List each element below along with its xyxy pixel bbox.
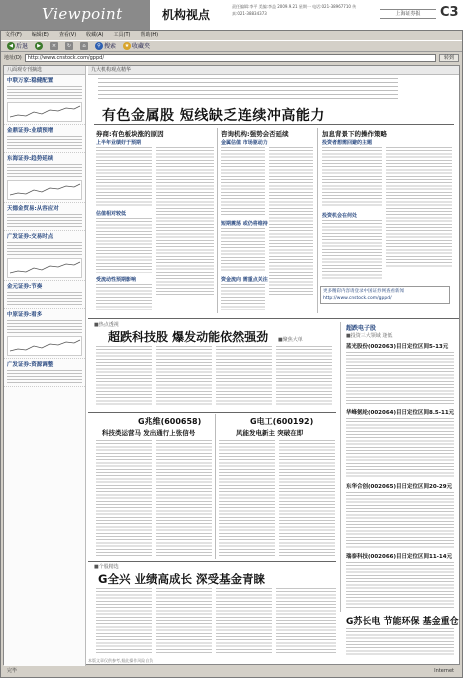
section-2-text-d <box>221 284 265 310</box>
section-2-title: 咨询机构:强势会否延续 <box>221 130 289 138</box>
left-item-title: 金鼎证券:业绩预增 <box>7 128 54 134</box>
left-item-text <box>7 242 82 256</box>
forward-arrow-icon: ▶ <box>35 42 43 50</box>
favorites-button[interactable] <box>121 42 152 51</box>
left-item-text <box>7 320 82 334</box>
status-text: 完毕 <box>7 668 18 674</box>
left-item[interactable] <box>4 281 85 309</box>
headline-rule <box>94 124 454 125</box>
section-3-title: 加息背景下的操作策略 <box>322 130 387 138</box>
stock-1-name: G兆维(600658) <box>138 417 202 426</box>
section-3-text-b <box>386 147 452 267</box>
menu-favorites[interactable]: 收藏(A) <box>86 32 104 38</box>
address-input[interactable]: http://www.cnstock.com/gppd/ <box>25 54 436 62</box>
section-3-sub-1: 投资者想需回避的主题 <box>322 140 373 146</box>
sidebar-item-2: 华峰氨纶(002064)目日定位区间8.5-11元 <box>346 410 455 416</box>
sidebar-item-1: 蓝光股份(002063)目日定位区间5-13元 <box>346 344 449 350</box>
section-1-text-c <box>96 218 152 273</box>
menu-view[interactable]: 查看(V) <box>58 32 77 38</box>
more-content-link-note[interactable]: 更多精彩内容请登录中国证券网查看新闻 http://www.cnstock.com/gppd/ <box>320 286 450 304</box>
left-item-title: 中原证券:看多 <box>7 312 43 318</box>
section-rule-2 <box>88 412 336 413</box>
section-2-sub-3: 资金流向 需重点关注 <box>221 277 268 283</box>
section-2-sub-2: 短期震荡 或仍将维持 <box>221 221 268 227</box>
left-item-title: 广发证券:交易时点 <box>7 234 54 240</box>
refresh-button[interactable] <box>63 42 75 50</box>
masthead-editors: 责任编辑:李平 美编:李益 2009.9.21 星期一 电话:021-38967710 传真:021-38834373 <box>232 4 357 16</box>
left-item[interactable] <box>4 125 85 153</box>
menu-help[interactable]: 帮助(H) <box>140 32 159 38</box>
third-text-b <box>156 588 212 654</box>
main-article-area <box>88 66 459 666</box>
stop-button[interactable] <box>48 42 60 50</box>
left-item-title: 金元证券:节奏 <box>7 284 43 290</box>
left-item-title: 天德金贸易:从容应对 <box>7 206 59 212</box>
go-button[interactable]: 转到 <box>439 54 459 62</box>
stock-1-subtitle: 科技类运营马 发出通行上张信号 <box>102 429 196 437</box>
address-bar <box>1 52 462 63</box>
section-3-sub-2: 投资机会在何处 <box>322 213 358 219</box>
left-column-header: 八面观专刊摘选 <box>4 66 85 75</box>
left-column <box>4 66 86 666</box>
sidebar-text-4 <box>346 562 454 608</box>
third-text-c <box>216 588 272 654</box>
address-label: 地址(D) <box>4 55 22 61</box>
left-item-title: 东海证券:趋势延续 <box>7 156 54 162</box>
sidebar-text-3 <box>346 492 454 548</box>
left-item-text <box>7 214 82 228</box>
search-button-label: 搜索 <box>104 42 117 50</box>
sidebar-text-2 <box>346 418 454 478</box>
left-item[interactable] <box>4 203 85 231</box>
stock-1-text-b <box>156 440 212 556</box>
section-rule-3 <box>88 561 336 562</box>
masthead-page-number: C3 <box>440 5 459 20</box>
section-2-text-c <box>221 228 265 273</box>
left-item-thumbnail-chart <box>7 336 82 356</box>
left-item-text <box>7 292 82 306</box>
section-1-text-b <box>156 147 214 297</box>
page-viewport <box>3 65 460 665</box>
stock-2-name: G电工(600192) <box>250 417 314 426</box>
focus-big-order-label: ■聚焦大单 <box>278 337 303 343</box>
section-1-sub-2: 估值相对较低 <box>96 211 127 217</box>
masthead-paper-name: 上海证券报 <box>380 9 436 19</box>
main-headline: 有色金属股 短线缺乏连续冲高能力 <box>102 108 325 124</box>
menu-bar <box>1 31 462 40</box>
status-bar <box>3 667 460 676</box>
column-divider-3 <box>215 414 216 559</box>
home-button[interactable] <box>78 42 90 50</box>
zone-text: Internet <box>434 668 454 674</box>
hot-text-a <box>96 346 152 406</box>
section-3-text-a <box>322 147 382 207</box>
back-arrow-icon: ◀ <box>7 42 15 50</box>
stock-2-text-b <box>279 440 335 556</box>
section-2-text-b <box>269 147 313 297</box>
section-1-text-a <box>96 147 152 207</box>
third-text-d <box>276 588 336 654</box>
left-item-thumbnail-chart <box>7 258 82 278</box>
menu-edit[interactable]: 编辑(E) <box>31 32 49 38</box>
stock-pick-label: ■个股精选 <box>94 564 119 570</box>
search-button[interactable] <box>93 42 118 51</box>
masthead-title: 机构视点 <box>162 8 211 22</box>
left-item[interactable] <box>4 153 85 203</box>
left-item-thumbnail-chart <box>7 102 82 122</box>
left-item-thumbnail-chart <box>7 180 82 200</box>
sidebar-text-1 <box>346 352 454 404</box>
section-1-text-d <box>96 284 152 310</box>
menu-tools[interactable]: 工具(T) <box>113 32 131 38</box>
browser-toolbar <box>1 40 462 52</box>
column-divider-1 <box>217 128 218 313</box>
section-rule-1 <box>88 318 459 319</box>
masthead-band: Viewpoint <box>0 0 150 30</box>
section-2-sub-1: 金属估值 市场驱动力 <box>221 140 268 146</box>
left-item[interactable] <box>4 231 85 281</box>
sidebar-sub: ■投资三大领域 逢低 <box>346 333 393 339</box>
fourth-text <box>346 628 454 656</box>
main-header: 九大机构观点精华 <box>88 66 459 75</box>
left-item[interactable] <box>4 75 85 125</box>
section-1-sub-1: 上半年业绩好于预期 <box>96 140 142 146</box>
sidebar-item-3: 东华合创(002065)目日定位区间20-29元 <box>346 484 453 490</box>
favorites-button-label: 收藏夹 <box>132 42 151 50</box>
fourth-headline: G苏长电 节能环保 基金重仓 <box>346 617 459 627</box>
left-item-title: 中联万家:稳健配置 <box>7 78 54 84</box>
left-item-title: 广发证券:资源调整 <box>7 362 54 368</box>
newspaper-masthead <box>0 0 463 30</box>
hot-text-c <box>216 346 272 406</box>
left-item-text <box>7 136 82 150</box>
section-3-text-c <box>322 220 382 280</box>
section-1-sub-3: 受流动性预期影响 <box>96 277 137 283</box>
third-text-a <box>96 588 152 654</box>
left-item[interactable] <box>4 309 85 359</box>
menu-file[interactable]: 文件(F) <box>5 32 22 38</box>
refresh-icon: ↻ <box>66 43 72 49</box>
sidebar-divider <box>340 322 341 612</box>
stock-2-text-a <box>219 440 275 556</box>
browser-window <box>0 30 463 678</box>
back-button[interactable] <box>5 42 30 51</box>
left-item-text <box>7 164 82 178</box>
section-2-text-a <box>221 147 265 217</box>
third-headline: G全兴 业绩高成长 深受基金青睐 <box>98 572 265 586</box>
forward-button[interactable] <box>33 42 45 50</box>
left-item[interactable] <box>4 359 85 387</box>
hot-topic-label: ■热点透视 <box>94 322 119 328</box>
sidebar-item-4: 瑞泰科技(002066)目日定位区间11-14元 <box>346 554 453 560</box>
search-icon: ⚲ <box>95 42 103 50</box>
hot-text-b <box>156 346 212 406</box>
page-footer: 本版文章仅供参考,据此操作风险自负 <box>88 658 154 663</box>
home-icon: ⌂ <box>80 42 88 50</box>
star-icon: ★ <box>124 43 130 49</box>
stock-2-subtitle: 风能发电新主 突破在即 <box>236 429 304 437</box>
sidebar-head: 超跌电子股 <box>346 325 377 332</box>
left-item-text <box>7 86 82 100</box>
left-item-text <box>7 370 82 384</box>
stock-1-text-a <box>96 440 152 556</box>
column-divider-2 <box>317 128 318 313</box>
second-headline: 超跌科技股 爆发动能依然强劲 <box>108 330 269 344</box>
intro-paragraph <box>98 78 398 100</box>
stop-icon: × <box>51 43 57 49</box>
hot-text-d <box>276 346 332 406</box>
back-button-label: 后退 <box>16 42 29 50</box>
section-1-title: 券商:有色板块涨的原因 <box>96 130 164 138</box>
